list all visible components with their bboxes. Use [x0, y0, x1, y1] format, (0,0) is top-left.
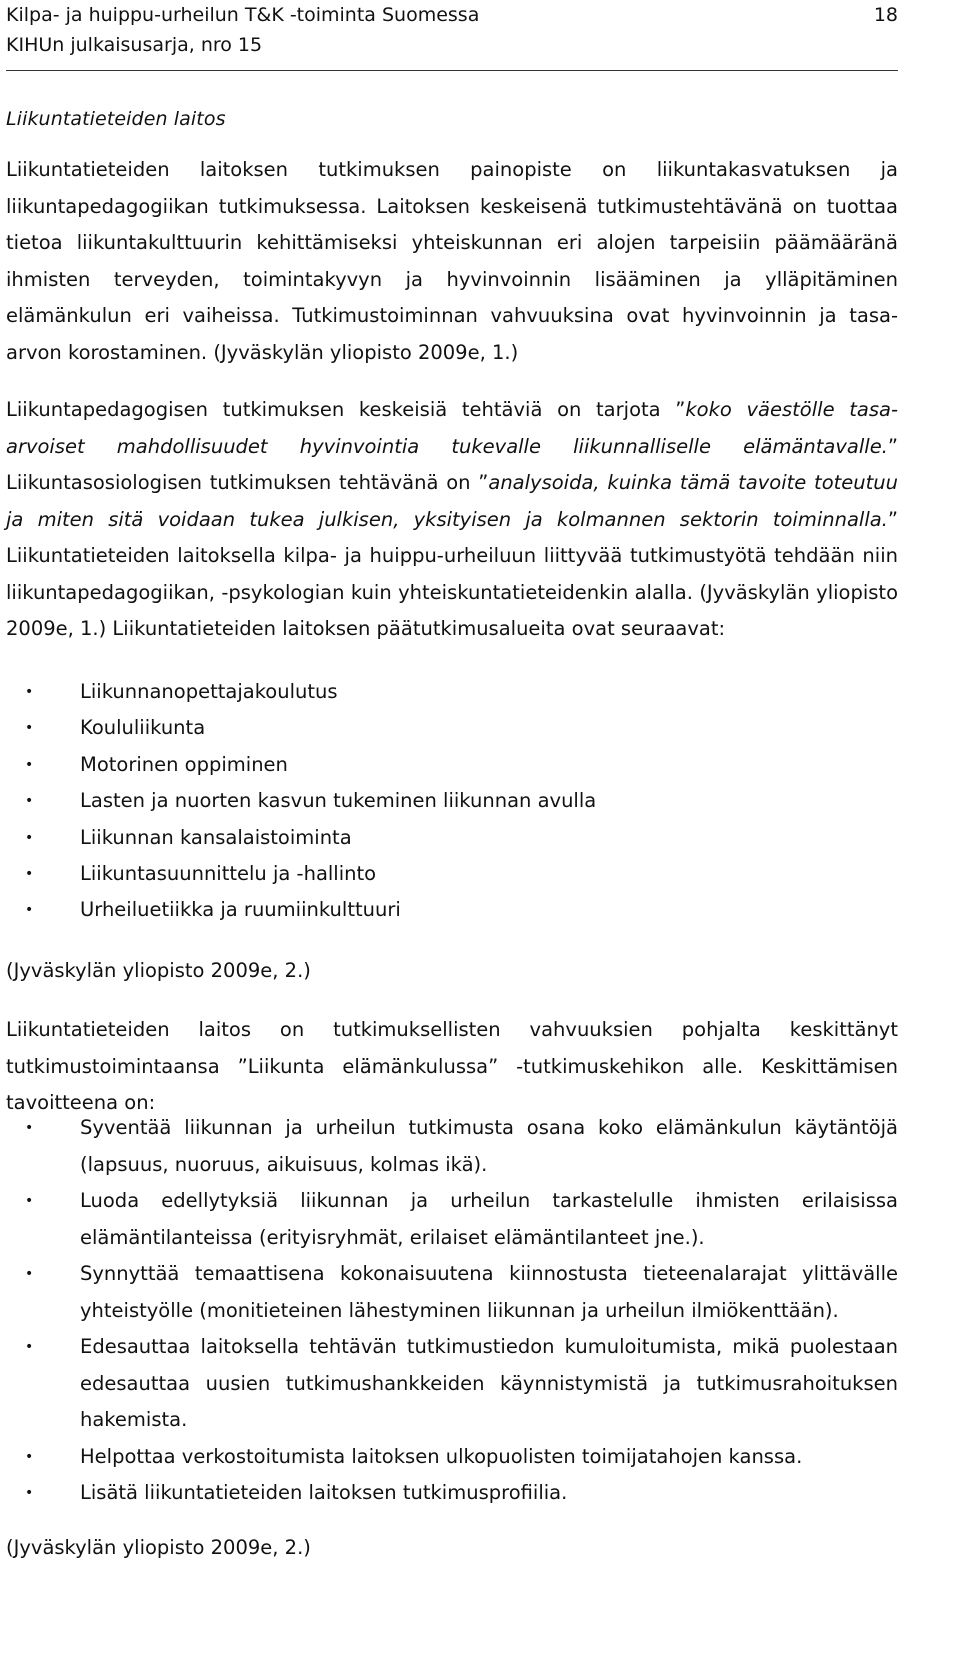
bullet-icon: •	[25, 902, 34, 919]
list-item: • Lisätä liikuntatieteiden laitoksen tutkimusprofiilia.	[6, 1475, 898, 1512]
source-citation: (Jyväskylän yliopisto 2009e, 2.)	[6, 1536, 311, 1559]
paragraph-focus: Liikuntatieteiden laitos on tutkimuksellisten vahvuuksien pohjalta keskittänyt tutkimustoimintaansa ”Liikunta elämänkulussa” -tutkimuskehikon alle. Keskittämisen tavoitteena on:	[6, 1018, 898, 1114]
document-page	[6, 0, 898, 1559]
list-item: • Liikunnanopettajakoulutus	[6, 674, 898, 710]
bullet-icon: •	[25, 1120, 34, 1136]
paragraph-intro: Liikuntatieteiden laitoksen tutkimuksen painopiste on liikuntakasvatuksen ja liikuntapedagogiikan tutkimuksessa. Laitoksen keskeisenä tutkimustehtävänä on tuottaa tietoa liikuntakulttuurin kehittämiseksi yhteiskunnan eri alojen tarpeisiin päämääränä ihmisten terveyden, toimintakyvyn ja hyvinvoinnin lisääminen ja ylläpitäminen elämänkulun eri vaiheissa. Tutkimustoiminnan vahvuuksina ovat hyvinvoinnin ja tasa-arvon korostaminen. (Jyväskylän yliopisto 2009e, 1.)	[6, 158, 898, 364]
list-item: • Syventää liikunnan ja urheilun tutkimusta osana koko elämänkulun käytäntöjä (lapsuus, nuoruus, aikuisuus, kolmas ikä).	[6, 1110, 898, 1183]
list-item: • Luoda edellytyksiä liikunnan ja urheilun tarkastelulle ihmisten erilaisissa elämäntilanteissa (erityisryhmät, erilaiset elämäntilanteet jne.).	[6, 1183, 898, 1256]
bullet-icon: •	[25, 866, 34, 883]
header-series: KIHUn julkaisusarja, nro 15	[6, 34, 263, 56]
bullet-icon: •	[25, 1339, 34, 1355]
bullet-icon: •	[25, 793, 34, 810]
goals-list	[6, 1110, 898, 1512]
bullet-icon: •	[25, 756, 34, 773]
paragraph-tasks-text-2: ” Liikuntasosiologisen tutkimuksen tehtävänä on ”	[6, 434, 898, 494]
list-item: • Synnyttää temaattisena kokonaisuutena kiinnostusta tieteenalarajat ylittävälle yhteistyölle (monitieteinen lähestyminen liikunnan ja urheilun ilmiökenttään).	[6, 1256, 898, 1329]
list-item: • Lasten ja nuorten kasvun tukeminen liikunnan avulla	[6, 783, 898, 819]
list-item: • Koululiikunta	[6, 710, 898, 746]
list-item: • Edesauttaa laitoksella tehtävän tutkimustiedon kumuloitumista, mikä puolestaan edesauttaa uusien tutkimushankkeiden käynnistymistä ja tutkimusrahoituksen hakemista.	[6, 1329, 898, 1439]
header-rule	[6, 70, 898, 71]
list-item: • Liikunnan kansalaistoiminta	[6, 820, 898, 856]
page-number: 18	[873, 4, 898, 26]
bullet-icon: •	[25, 1448, 34, 1465]
bullet-icon: •	[25, 1266, 34, 1282]
bullet-icon: •	[25, 1193, 34, 1209]
list-item: • Helpottaa verkostoitumista laitoksen ulkopuolisten toimijatahojen kanssa.	[6, 1439, 898, 1476]
paragraph-tasks	[6, 392, 898, 648]
quote-pedagogy: koko väestölle tasa-arvoiset mahdollisuudet hyvinvointia tukevalle liikunnalliselle elämäntavalle.	[6, 398, 898, 458]
list-item: • Urheiluetiikka ja ruumiinkulttuuri	[6, 892, 898, 928]
research-areas-list	[6, 674, 898, 929]
source-citation: (Jyväskylän yliopisto 2009e, 2.)	[6, 959, 311, 982]
list-item: • Motorinen oppiminen	[6, 747, 898, 783]
header-title: Kilpa- ja huippu-urheilun T&K -toiminta Suomessa	[6, 4, 480, 26]
bullet-icon: •	[25, 684, 34, 700]
section-title: Liikuntatieteiden laitos	[6, 108, 226, 130]
paragraph-tasks-text-3: ” Liikuntatieteiden laitoksella kilpa- ja huippu-urheiluun liittyvää tutkimustyötä tehdään niin liikuntapedagogiikan, -psykologian kuin yhteiskuntatieteidenkin alalla. (Jyväskylän yliopisto 2009e, 1.) Liikuntatieteiden laitoksen päätutkimusalueita ovat seuraavat:	[6, 507, 898, 640]
list-item: • Liikuntasuunnittelu ja -hallinto	[6, 856, 898, 892]
bullet-icon: •	[25, 720, 34, 737]
page-header	[6, 0, 898, 60]
bullet-icon: •	[25, 1485, 34, 1501]
quote-sociology: analysoida, kuinka tämä tavoite toteutuu ja miten sitä voidaan tukea julkisen, yksityisen ja kolmannen sektorin toiminnalla.	[6, 471, 898, 531]
bullet-icon: •	[25, 829, 34, 846]
paragraph-tasks-text-1: Liikuntapedagogisen tutkimuksen keskeisiä tehtäviä on tarjota ”	[6, 398, 686, 421]
